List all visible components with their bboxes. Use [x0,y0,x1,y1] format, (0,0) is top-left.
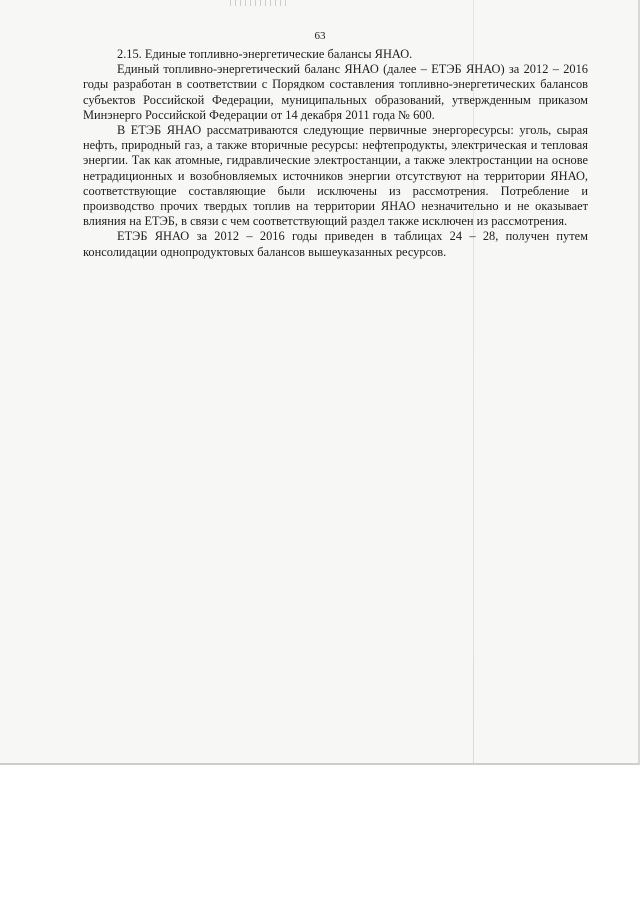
paragraph-2: В ЕТЭБ ЯНАО рассматриваются следующие первичные энергоресурсы: уголь, сырая нефть, природный газ, а также вторичные ресурсы: нефтепродукты, электрическая и тепловая энергии. Так как атомные, гидравлические электростанции, а также электростанции на основе нетрадиционных и возобновляемых источников энергии отсутствуют на территории ЯНАО, соответствующие составляющие были исключены из рассмотрения. Потребление и производство прочих твердых топлив на территории ЯНАО незначительно и не оказывает влияния на ЕТЭБ, в связи с чем соответствующий раздел также исключен из рассмотрения. [83,123,588,229]
page-number: 63 [314,30,326,42]
section-heading: 2.15. Единые топливно-энергетические балансы ЯНАО. [117,47,413,61]
section-body [83,47,588,260]
paragraph-3: ЕТЭБ ЯНАО за 2012 – 2016 годы приведен в таблицах 24 – 28, получен путем консолидации однопродуктовых балансов вышеуказанных ресурсов. [83,229,588,259]
scan-artifact [230,0,290,6]
paragraph-1: Единый топливно-энергетический баланс ЯНАО (далее – ЕТЭБ ЯНАО) за 2012 – 2016 годы разработан в соответствии с Порядком составления топливно-энергетических балансов субъектов Российской Федерации, муниципальных образований, утвержденным приказом Минэнерго Российской Федерации от 14 декабря 2011 года № 600. [83,62,588,122]
